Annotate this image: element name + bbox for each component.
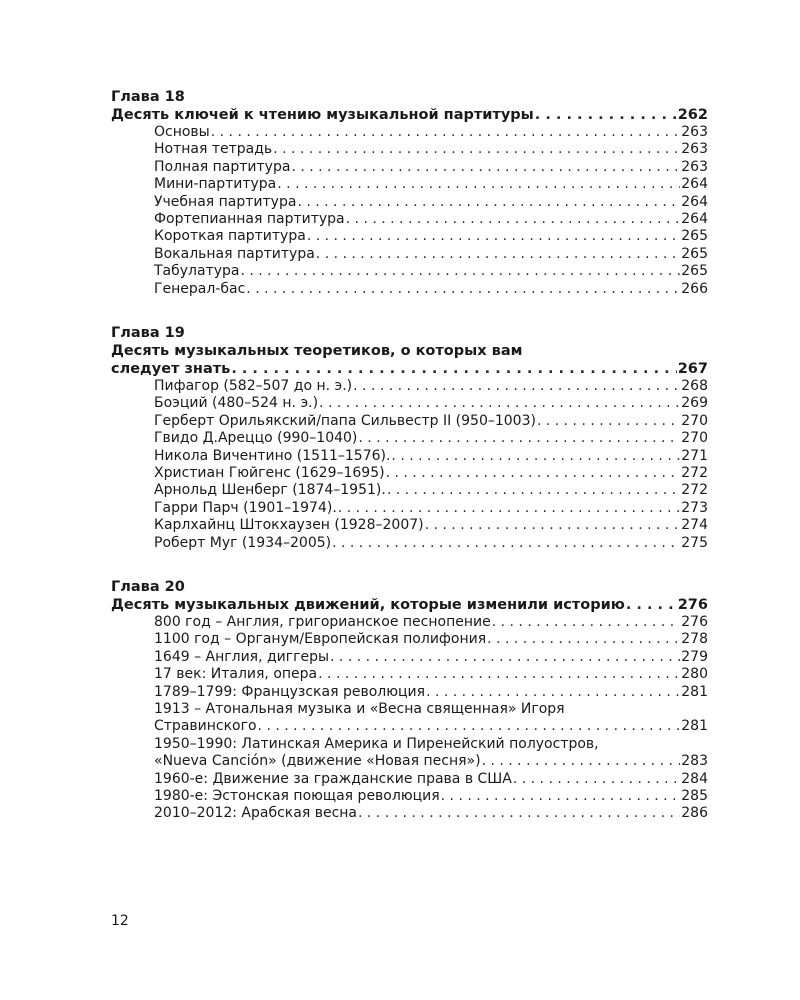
dot-leader <box>307 228 680 245</box>
entry-title: Никола Вичентино (1511–1576). <box>154 447 391 464</box>
page-ref: 271 <box>681 447 708 464</box>
toc-entry[interactable] <box>154 281 708 298</box>
entry-title: Пифагор (582–507 до н. э.) <box>154 378 353 394</box>
toc-entry[interactable] <box>154 788 708 805</box>
page-ref: 265 <box>681 245 708 262</box>
page-ref: 286 <box>681 805 708 822</box>
dot-leader <box>537 413 680 430</box>
page-ref: 263 <box>681 124 708 140</box>
entry-title: Генерал-бас <box>154 280 246 297</box>
page-ref: 264 <box>681 176 708 193</box>
entry-title: 17 век: Италия, опера <box>154 666 318 683</box>
toc-entry[interactable] <box>154 413 708 430</box>
toc-entry[interactable] <box>154 246 708 263</box>
dot-leader <box>387 482 680 499</box>
dot-leader <box>487 631 680 648</box>
toc-entry[interactable] <box>154 631 708 648</box>
entry-title: 1649 – Англия, диггеры <box>154 648 330 665</box>
page-ref: 270 <box>681 412 708 429</box>
dot-leader <box>391 448 680 465</box>
dot-leader <box>386 465 681 482</box>
page-ref: 284 <box>681 770 708 787</box>
page-ref: 270 <box>681 430 708 447</box>
page-ref: 264 <box>681 210 708 227</box>
entry-title-line1[interactable]: 1913 – Атональная музыка и «Весна священная» Игоря <box>154 700 565 717</box>
chapter-title: Десять музыкальных движений, которые изменили историю <box>111 597 625 613</box>
page-ref: 268 <box>681 378 708 394</box>
page-ref: 278 <box>681 631 708 648</box>
entry-title: Табулатура <box>154 263 240 280</box>
dot-leader <box>277 176 680 193</box>
entry-title: Роберт Муг (1934–2005) <box>154 534 332 551</box>
chapter-title-entry[interactable] <box>111 360 708 378</box>
toc-entry[interactable] <box>154 718 708 735</box>
toc-entry[interactable] <box>154 228 708 245</box>
toc-entry[interactable] <box>154 176 708 193</box>
page-ref: 272 <box>681 482 708 499</box>
dot-leader <box>291 159 680 176</box>
page-ref: 283 <box>681 753 708 770</box>
entry-title: Карлхайнц Штокхаузен (1928–2007) <box>154 517 424 534</box>
dot-leader <box>318 666 680 683</box>
page-ref: 263 <box>681 141 708 158</box>
entry-title: Нотная тетрадь <box>154 141 273 158</box>
page-ref: 272 <box>681 464 708 481</box>
entry-title: Фортепианная партитура <box>154 210 345 227</box>
page-ref: 269 <box>681 395 708 412</box>
entry-title-line2: «Nueva Canción» (движение «Новая песня») <box>154 753 481 770</box>
chapter-label: Глава 19 <box>111 325 185 341</box>
dot-leader <box>338 500 680 517</box>
entry-title: Мини-партитура <box>154 176 277 193</box>
page-ref: 276 <box>681 614 708 630</box>
dot-leader <box>346 211 681 228</box>
chapter-title-entry[interactable] <box>111 106 708 124</box>
entry-title: Боэций (480–524 н. э.) <box>154 395 319 412</box>
toc-entry[interactable] <box>154 517 708 534</box>
entry-title: Христиан Гюйгенс (1629–1695) <box>154 464 385 481</box>
toc-entry[interactable] <box>154 124 708 141</box>
page-ref: 276 <box>677 597 708 613</box>
chapter-title-line1[interactable]: Десять музыкальных теоретиков, о которых вам <box>111 343 523 359</box>
page-ref: 279 <box>681 648 708 665</box>
entry-title: Короткая партитура <box>154 228 306 245</box>
page-ref: 265 <box>681 263 708 280</box>
page-ref: 267 <box>677 361 708 377</box>
dot-leader <box>258 718 681 735</box>
dot-leader <box>358 430 680 447</box>
entry-title: Гвидо Д.Ареццо (990–1040) <box>154 430 358 447</box>
toc-entry[interactable] <box>154 649 708 666</box>
entry-title: 1100 год – Органум/Европейская полифония <box>154 631 487 648</box>
entry-title: 2010–2012: Арабская весна <box>154 805 357 822</box>
page-ref: 263 <box>681 158 708 175</box>
toc-entry[interactable] <box>154 395 708 412</box>
toc-entry[interactable] <box>154 159 708 176</box>
toc-entry[interactable] <box>154 753 708 770</box>
toc-entry[interactable] <box>154 614 708 631</box>
entry-title: 1960-е: Движение за гражданские права в США <box>154 770 512 787</box>
page-ref: 266 <box>681 280 708 297</box>
dot-leader <box>246 281 680 298</box>
toc-entry[interactable] <box>154 771 708 788</box>
page-ref: 264 <box>681 193 708 210</box>
dot-leader <box>319 395 680 412</box>
page-ref: 281 <box>681 718 708 735</box>
page-ref: 275 <box>681 534 708 551</box>
entry-title: 1789–1799: Французская революция <box>154 683 426 700</box>
dot-leader <box>330 649 680 666</box>
page-ref: 262 <box>677 107 708 123</box>
toc-entry[interactable] <box>154 194 708 211</box>
dot-leader <box>425 517 681 534</box>
entry-title-line1[interactable]: 1950–1990: Латинская Америка и Пиренейский полуостров, <box>154 735 599 752</box>
entry-title-line2: Стравинского <box>154 718 257 735</box>
chapter-title-entry[interactable] <box>111 596 708 614</box>
toc-entry[interactable] <box>154 666 708 683</box>
dot-leader <box>626 596 677 614</box>
dot-leader <box>211 124 681 141</box>
page-ref: 285 <box>681 787 708 804</box>
page-ref: 281 <box>681 683 708 700</box>
toc-entry[interactable] <box>154 211 708 228</box>
dot-leader <box>441 788 681 805</box>
dot-leader <box>482 753 681 770</box>
toc-entry[interactable] <box>154 684 708 701</box>
toc-entry[interactable] <box>154 430 708 447</box>
toc-entry[interactable] <box>154 448 708 465</box>
dot-leader <box>426 684 680 701</box>
entry-title: Гарри Парч (1901–1974). <box>154 499 337 516</box>
page-number: 12 <box>111 913 129 929</box>
entry-title: 1980-е: Эстонская поющая революция <box>154 787 440 804</box>
toc-entry[interactable] <box>154 805 708 822</box>
entry-title: 800 год – Англия, григорианское песнопение <box>154 614 491 630</box>
toc-entry[interactable] <box>154 500 708 517</box>
chapter-title-line2: следует знать <box>111 361 231 377</box>
toc-entry[interactable] <box>154 465 708 482</box>
dot-leader <box>358 805 680 822</box>
entry-title: Учебная партитура <box>154 193 297 210</box>
page-ref: 280 <box>681 666 708 683</box>
page-ref: 274 <box>681 517 708 534</box>
toc-entry[interactable] <box>154 482 708 499</box>
dot-leader <box>353 378 680 395</box>
entry-title: Вокальная партитура <box>154 245 315 262</box>
toc-entry[interactable] <box>154 141 708 158</box>
chapter-18 <box>111 88 708 298</box>
page-ref: 273 <box>681 499 708 516</box>
dot-leader <box>273 141 680 158</box>
page-ref: 265 <box>681 228 708 245</box>
entry-title: Арнольд Шенберг (1874–1951). <box>154 482 386 499</box>
entry-title: Герберт Орильякский/папа Сильвестр II (950–1003) <box>154 412 536 429</box>
dot-leader <box>240 263 680 280</box>
chapter-19 <box>111 324 708 552</box>
dot-leader <box>316 246 680 263</box>
dot-leader <box>332 535 680 552</box>
toc-entry[interactable] <box>154 263 708 280</box>
dot-leader <box>513 771 680 788</box>
entry-title: Основы <box>154 124 210 140</box>
dot-leader <box>231 360 676 378</box>
dot-leader <box>535 106 677 124</box>
entry-title: Полная партитура <box>154 158 291 175</box>
toc-entry[interactable] <box>154 535 708 552</box>
chapter-20 <box>111 578 708 823</box>
chapter-title: Десять ключей к чтению музыкальной партитуры <box>111 107 534 123</box>
toc-entry[interactable] <box>154 378 708 395</box>
chapter-label: Глава 20 <box>111 579 185 595</box>
dot-leader <box>492 614 681 631</box>
chapter-label: Глава 18 <box>111 89 185 105</box>
dot-leader <box>297 194 680 211</box>
